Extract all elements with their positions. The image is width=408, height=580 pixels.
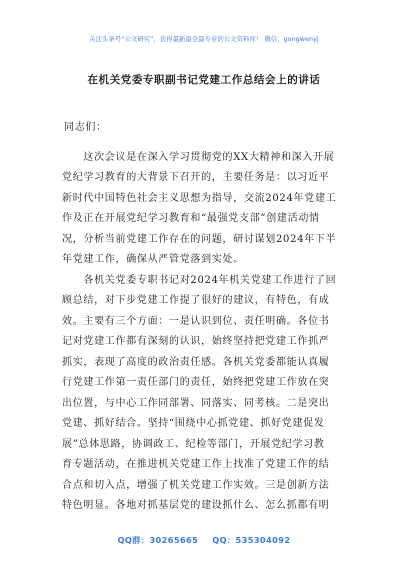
qq-number: QQ：535304092 — [212, 535, 291, 545]
body-line: 行党建工作第一责任部门的责任，始终把党建工作放在突 — [62, 377, 330, 388]
body-line: 出位置，与中心工作同部署、同落实、同考核。二是突出 — [62, 397, 330, 409]
header-banner: 关注头条号“公文研究”，获得最新最全最专业的公文资料库！ 微信：gongwenyj — [89, 36, 319, 43]
document-body — [62, 118, 346, 517]
body-line: 年党建工作，确保从严管党落到实处。 — [62, 254, 244, 265]
footer-contact — [0, 535, 408, 546]
body-line: 抓实，表现了高度的政治责任感。各机关党委都能认真履 — [62, 356, 330, 368]
document-title: 在机关党委专职副书记党建工作总结会上的讲话 — [87, 74, 321, 86]
body-line: 记对党建工作都有深刻的认识，始终坚持把党建工作抓严 — [62, 336, 330, 347]
body-line: 特色明显。各地对抓基层党的建设抓什么、怎么抓都有明 — [62, 500, 330, 511]
body-line: 合点和切入点，增强了机关党建工作实效。三是创新方法 — [62, 479, 330, 491]
body-line: 顾总结，对下步党建工作提了很好的建议，有特色，有成 — [62, 295, 330, 306]
body-line: 这次会议是在深入学习贯彻党的XX大精神和深入开展 — [62, 151, 335, 163]
body-line: 展”总体思路，协调政工、纪检等部门，开展党纪学习教 — [62, 438, 325, 450]
qq-group-number: QQ群：30265665 — [117, 535, 199, 545]
body-line: 效。主要有三个方面：一是认识到位、责任明确。各位书 — [62, 315, 330, 327]
body-line: 况，分析当前党建工作存在的问题，研讨谋划2024年下半 — [62, 233, 337, 245]
body-line: 新时代中国特色社会主义思想为指导，交流2024年党建工 — [62, 192, 337, 204]
body-line: 党建、抓好结合。坚持“围绕中心抓党建、抓好党建促发 — [62, 418, 325, 429]
salutation: 同志们： — [64, 122, 107, 133]
body-line: 党纪学习教育的大背景下召开的，主要任务是：以习近平 — [62, 172, 330, 183]
body-line: 各机关党委专职书记对2024年机关党建工作进行了回 — [62, 274, 337, 286]
body-line: 育专题活动，在推进机关党建工作上找准了党建工作的结 — [62, 459, 330, 470]
body-line: 作及正在开展党纪学习教育和“最强党支部”创建活动情 — [62, 213, 320, 224]
